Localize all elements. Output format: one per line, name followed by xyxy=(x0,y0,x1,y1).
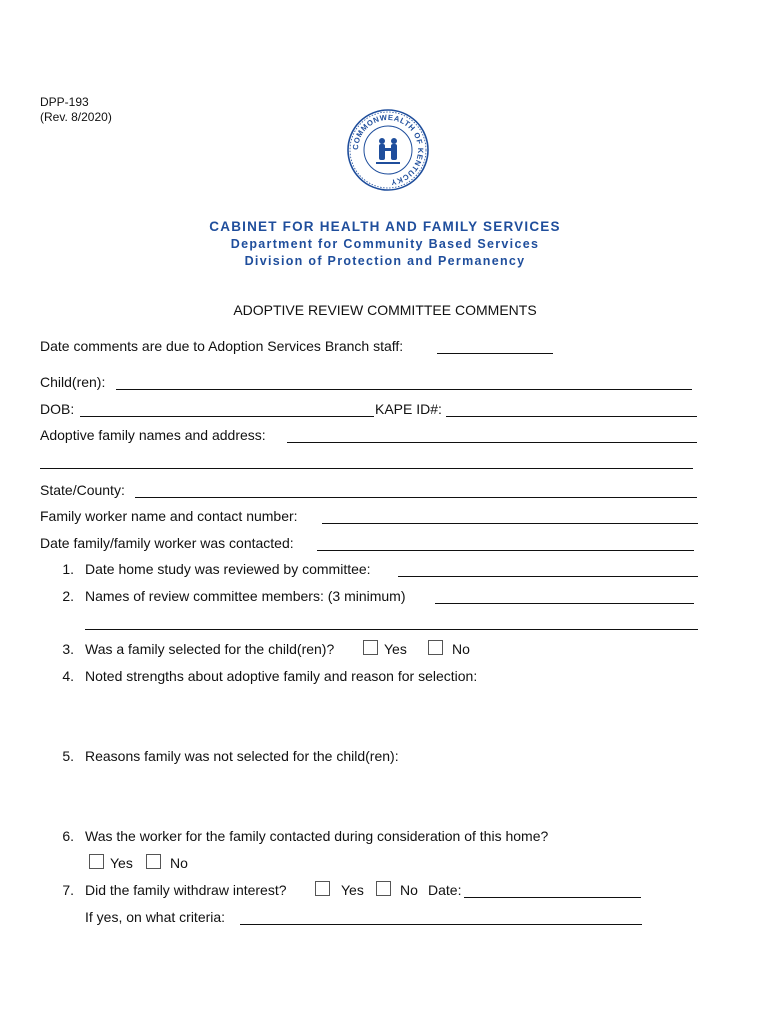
state-county-label: State/County: xyxy=(40,482,125,498)
worker-contact-field[interactable] xyxy=(322,523,698,524)
dob-label: DOB: xyxy=(40,401,75,417)
question-4-number: 4. xyxy=(62,668,74,684)
withdraw-yes-label: Yes xyxy=(341,882,364,898)
withdraw-yes-checkbox[interactable] xyxy=(315,881,330,896)
criteria-label: If yes, on what criteria: xyxy=(85,909,226,925)
criteria-field[interactable] xyxy=(240,924,642,925)
state-county-field[interactable] xyxy=(135,497,697,498)
question-6-text: Was the worker for the family contacted during consideration of this home? xyxy=(85,828,549,844)
question-1-number: 1. xyxy=(62,561,74,577)
agency-cabinet: CABINET FOR HEALTH AND FAMILY SERVICES xyxy=(209,219,561,234)
kape-id-label: KAPE ID#: xyxy=(375,401,442,417)
form-code: DPP-193 xyxy=(40,95,89,109)
family-selected-no-checkbox[interactable] xyxy=(428,640,443,655)
worker-contacted-yes-checkbox[interactable] xyxy=(89,854,104,869)
family-selected-yes-label: Yes xyxy=(384,641,407,657)
children-field[interactable] xyxy=(116,389,692,390)
kape-id-field[interactable] xyxy=(446,416,697,417)
withdraw-date-label: Date: xyxy=(428,882,462,898)
family-address-field[interactable] xyxy=(287,442,697,443)
worker-contacted-no-label: No xyxy=(170,855,188,871)
question-3-text: Was a family selected for the child(ren)? xyxy=(85,641,335,657)
committee-members-field-2[interactable] xyxy=(85,629,698,630)
agency-department: Department for Community Based Services xyxy=(230,237,540,251)
question-5-text: Reasons family was not selected for the child(ren): xyxy=(85,748,399,764)
question-7-number: 7. xyxy=(62,882,74,898)
dob-field[interactable] xyxy=(80,416,374,417)
family-selected-yes-checkbox[interactable] xyxy=(363,640,378,655)
question-4-text: Noted strengths about adoptive family and reason for selection: xyxy=(85,668,478,684)
due-date-label: Date comments are due to Adoption Services Branch staff: xyxy=(40,338,404,354)
committee-members-field[interactable] xyxy=(435,603,694,604)
contacted-date-field[interactable] xyxy=(317,550,694,551)
review-date-field[interactable] xyxy=(398,576,698,577)
kentucky-seal-icon xyxy=(346,108,430,192)
worker-contact-label: Family worker name and contact number: xyxy=(40,508,298,524)
worker-contacted-yes-label: Yes xyxy=(110,855,133,871)
contacted-date-label: Date family/family worker was contacted: xyxy=(40,535,294,551)
agency-division: Division of Protection and Permanency xyxy=(244,254,526,268)
question-1-text: Date home study was reviewed by committee: xyxy=(85,561,371,577)
question-6-number: 6. xyxy=(62,828,74,844)
worker-contacted-no-checkbox[interactable] xyxy=(146,854,161,869)
form-header-code xyxy=(40,95,112,125)
question-7-text: Did the family withdraw interest? xyxy=(85,882,287,898)
withdraw-no-checkbox[interactable] xyxy=(376,881,391,896)
withdraw-date-field[interactable] xyxy=(464,897,641,898)
form-title: ADOPTIVE REVIEW COMMITTEE COMMENTS xyxy=(233,302,537,318)
children-label: Child(ren): xyxy=(40,374,106,390)
seal-text: COMMONWEALTH OF KENTUCKY xyxy=(350,112,426,187)
family-address-field-2[interactable] xyxy=(40,468,693,469)
family-selected-no-label: No xyxy=(452,641,470,657)
family-address-label: Adoptive family names and address: xyxy=(40,427,266,443)
withdraw-no-label: No xyxy=(400,882,418,898)
question-2-text: Names of review committee members: (3 minimum) xyxy=(85,588,406,604)
question-3-number: 3. xyxy=(62,641,74,657)
question-2-number: 2. xyxy=(62,588,74,604)
form-revision: (Rev. 8/2020) xyxy=(40,110,112,124)
due-date-field[interactable] xyxy=(437,353,553,354)
question-5-number: 5. xyxy=(62,748,74,764)
